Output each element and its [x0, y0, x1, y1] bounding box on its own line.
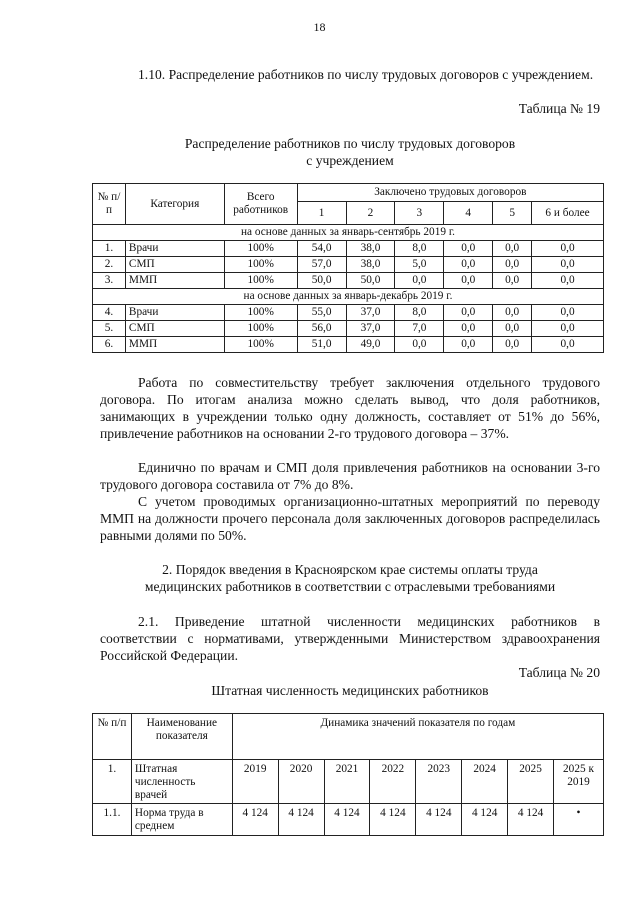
- t20-cell: 4 124: [462, 804, 508, 836]
- t19-cell: 38,0: [346, 241, 395, 257]
- t19-group1-rows: [93, 241, 604, 289]
- t19-cell: 0,0: [532, 337, 604, 353]
- section-1-10-heading: 1.10. Распределение работников по числу трудовых договоров с учреждением.: [138, 67, 594, 82]
- table-row: [93, 321, 604, 337]
- t19-cell: 0,0: [493, 321, 532, 337]
- table-row: [93, 257, 604, 273]
- t19-cell: 8,0: [395, 241, 444, 257]
- table-row: [93, 305, 604, 321]
- t19-cell: 100%: [224, 321, 297, 337]
- t19-cell: 0,0: [444, 321, 493, 337]
- t19-cell: 5,0: [395, 257, 444, 273]
- t19-cell: 54,0: [297, 241, 346, 257]
- t19-header-col: 2: [346, 202, 395, 225]
- section-2-heading-line1: 2. Порядок введения в Красноярском крае системы оплаты труда: [162, 562, 538, 577]
- t19-cell: 38,0: [346, 257, 395, 273]
- t19-cell: 37,0: [346, 305, 395, 321]
- paragraph-3: С учетом проводимых организационно-штатных мероприятий по переводу ММП на должности прочего персонала доля заключенных договоров распределилась равными долями по 50%.: [100, 494, 600, 543]
- paragraph-1: Работа по совместительству требует заключения отдельного трудового договора. По итогам анализа можно сделать вывод, что доля работников, занимающих в учреждении только одну должность, составляет от 51% до 56%, привлечение работников на основании 2-го трудового договора – 37%.: [100, 375, 600, 441]
- t19-cell: 55,0: [297, 305, 346, 321]
- t19-cell: 0,0: [395, 337, 444, 353]
- t19-row-category: ММП: [125, 337, 224, 353]
- table-20-label: Таблица № 20: [518, 665, 600, 680]
- t20-cell: 2025: [508, 760, 554, 804]
- t19-cell: 49,0: [346, 337, 395, 353]
- t19-row-num: 3.: [93, 273, 126, 289]
- t20-row-name: Штатная численность врачей: [131, 760, 232, 804]
- table-19-title-line2: с учреждением: [306, 153, 394, 168]
- t19-cell: 100%: [224, 257, 297, 273]
- t19-cell: 0,0: [532, 305, 604, 321]
- t19-cell: 0,0: [532, 321, 604, 337]
- t20-cell: 2022: [370, 760, 416, 804]
- t19-group2-rows: [93, 305, 604, 353]
- t20-cell: 4 124: [324, 804, 370, 836]
- t19-cell: 0,0: [444, 273, 493, 289]
- t19-cell: 0,0: [532, 241, 604, 257]
- t20-cell: 2024: [462, 760, 508, 804]
- t19-cell: 8,0: [395, 305, 444, 321]
- t19-header-col: 1: [297, 202, 346, 225]
- t20-cell: 4 124: [232, 804, 278, 836]
- page-number: 18: [313, 20, 326, 34]
- t19-cell: 0,0: [444, 337, 493, 353]
- t19-cell: 100%: [224, 337, 297, 353]
- t19-cell: 0,0: [444, 257, 493, 273]
- paragraph-2: Единично по врачам и СМП доля привлечения работников на основании 3-го трудового договора составила от 7% до 8%.: [100, 460, 600, 492]
- t19-header-total: Всего работников: [224, 184, 297, 225]
- t19-header-col: 3: [395, 202, 444, 225]
- t19-header-col: 6 и более: [532, 202, 604, 225]
- t20-cell: 2021: [324, 760, 370, 804]
- t19-row-num: 4.: [93, 305, 126, 321]
- t20-cell: 4 124: [278, 804, 324, 836]
- t20-cell: •: [554, 804, 604, 836]
- table-19: [92, 183, 604, 353]
- t19-cell: 0,0: [493, 305, 532, 321]
- t19-cell: 100%: [224, 273, 297, 289]
- t19-header-col: 4: [444, 202, 493, 225]
- table-20-title: Штатная численность медицинских работников: [211, 683, 489, 698]
- t20-cell: 4 124: [416, 804, 462, 836]
- t19-cell: 0,0: [444, 305, 493, 321]
- section-2-heading-line2: медицинских работников в соответствии с отраслевыми требованиями: [144, 579, 556, 594]
- t20-cell: 2020: [278, 760, 324, 804]
- t19-cell: 0,0: [444, 241, 493, 257]
- t20-header-dynamics: Динамика значений показателя по годам: [232, 714, 603, 760]
- t19-cell: 51,0: [297, 337, 346, 353]
- t19-cell: 0,0: [493, 337, 532, 353]
- t19-row-num: 2.: [93, 257, 126, 273]
- t19-cell: 100%: [224, 305, 297, 321]
- table-19-title-line1: Распределение работников по числу трудовых договоров: [184, 136, 516, 151]
- t19-cell: 50,0: [297, 273, 346, 289]
- t19-header-num: № п/п: [93, 184, 126, 225]
- t19-header-contracts: Заключено трудовых договоров: [297, 184, 603, 202]
- table-20: [92, 713, 604, 836]
- t19-row-category: СМП: [125, 257, 224, 273]
- t20-cell: 4 124: [370, 804, 416, 836]
- t20-cell: 2025 к 2019: [554, 760, 604, 804]
- t19-cell: 57,0: [297, 257, 346, 273]
- table-row: [93, 337, 604, 353]
- t20-row-name: Норма труда в среднем: [131, 804, 232, 836]
- t19-cell: 7,0: [395, 321, 444, 337]
- t20-header-num: № п/п: [93, 714, 132, 760]
- t19-header-col: 5: [493, 202, 532, 225]
- t19-cell: 37,0: [346, 321, 395, 337]
- t19-cell: 0,0: [493, 273, 532, 289]
- t19-row-category: СМП: [125, 321, 224, 337]
- t20-row-num: 1.1.: [93, 804, 132, 836]
- t19-row-category: Врачи: [125, 305, 224, 321]
- t19-row-num: 1.: [93, 241, 126, 257]
- t20-header-name: Наименование показателя: [131, 714, 232, 760]
- t19-cell: 100%: [224, 241, 297, 257]
- table-row: [93, 241, 604, 257]
- t19-group-label: на основе данных за январь-декабрь 2019 г.: [93, 289, 604, 305]
- t20-row-num: 1.: [93, 760, 132, 804]
- t19-cell: 0,0: [493, 241, 532, 257]
- t19-row-category: ММП: [125, 273, 224, 289]
- t19-group-label: на основе данных за январь-сентябрь 2019 г.: [93, 225, 604, 241]
- t19-cell: 0,0: [493, 257, 532, 273]
- t19-row-category: Врачи: [125, 241, 224, 257]
- table-row: [93, 273, 604, 289]
- t19-row-num: 6.: [93, 337, 126, 353]
- t19-row-num: 5.: [93, 321, 126, 337]
- t19-cell: 56,0: [297, 321, 346, 337]
- t20-cell: 2023: [416, 760, 462, 804]
- t20-cell: 4 124: [508, 804, 554, 836]
- table-19-label: Таблица № 19: [518, 101, 600, 116]
- t19-cell: 0,0: [532, 273, 604, 289]
- t19-cell: 0,0: [532, 257, 604, 273]
- t20-cell: 2019: [232, 760, 278, 804]
- t19-cell: 0,0: [395, 273, 444, 289]
- t19-cell: 50,0: [346, 273, 395, 289]
- t19-header-category: Категория: [125, 184, 224, 225]
- section-2-1-heading: 2.1. Приведение штатной численности медицинских работников в соответствии с нормативами, утвержденными Министерством здравоохранения Российской Федерации.: [100, 614, 600, 663]
